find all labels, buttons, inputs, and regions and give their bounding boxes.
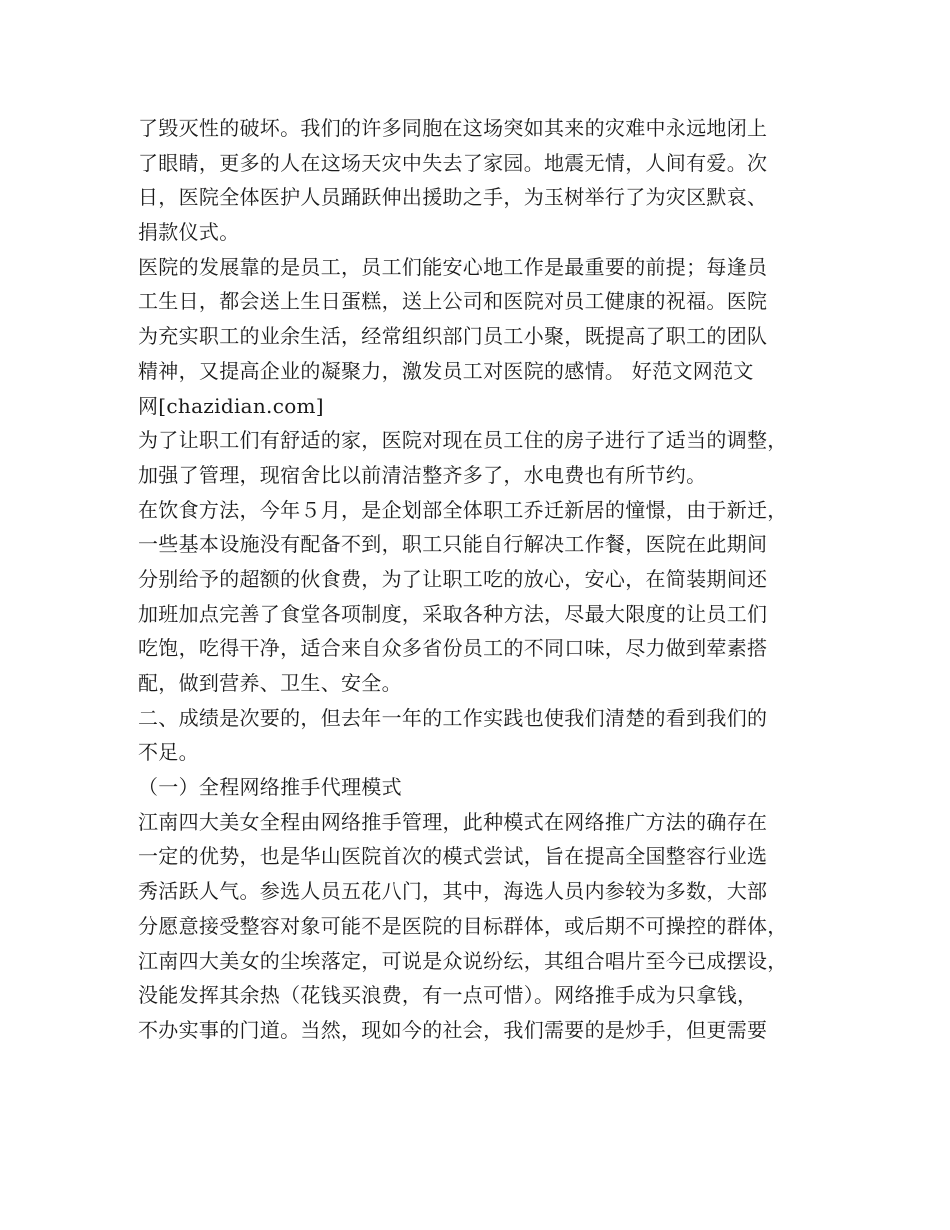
section-heading: （一）全程网络推手代理模式	[138, 775, 402, 800]
text-line: 一定的优势，也是华山医院首次的模式尝试，旨在提高全国整容行业选	[138, 844, 768, 869]
text-line: 分别给予的超额的伙食费，为了让职工吃的放心，安心，在简装期间还	[138, 566, 768, 591]
text-line: 日，医院全体医护人员踊跃伸出援助之手，为玉树举行了为灾区默哀、	[138, 185, 768, 210]
text-line: 一些基本设施没有配备不到，职工只能自行解决工作餐，医院在此期间	[138, 532, 768, 557]
text-line: 为了让职工们有舒适的家，医院对现在员工住的房子进行了适当的调整，	[138, 428, 788, 453]
text-line: 二、成绩是次要的，但去年一年的工作实践也使我们清楚的看到我们的	[138, 705, 768, 730]
text-line: 精神，又提高企业的凝聚力，激发员工对医院的感情。 好范文网范文	[138, 358, 754, 383]
text-line: 加强了管理，现宿舍比以前清洁整齐多了，水电费也有所节约。	[138, 462, 707, 487]
document-body	[138, 111, 828, 1048]
text-line: 江南四大美女全程由网络推手管理，此种模式在网络推广方法的确存在	[138, 809, 768, 834]
text-line: 配，做到营养、卫生、安全。	[138, 671, 402, 695]
text-line: 分愿意接受整容对象可能不是医院的目标群体，或后期不可操控的群体，	[138, 913, 788, 938]
text-line: 不足。	[138, 740, 199, 765]
text-line: 为充实职工的业余生活，经常组织部门员工小聚，既提高了职工的团队	[138, 324, 768, 349]
text-line: 捐款仪式。	[138, 220, 240, 245]
text-line: 吃饱，吃得干净，适合来自众多省份员工的不同口味，尽力做到荤素搭	[138, 636, 768, 661]
text-line: 了眼睛，更多的人在这场天灾中失去了家园。地震无情，人间有爱。次	[138, 150, 768, 175]
text-line: 秀活跃人气。参选人员五花八门，其中，海选人员内参较为多数，大部	[138, 879, 768, 904]
text-line: 在饮食方法，今年５月，是企划部全体职工乔迁新居的憧憬，由于新迁，	[138, 497, 788, 522]
text-line: 江南四大美女的尘埃落定，可说是众说纷纭，其组合唱片至今已成摆设，	[138, 948, 788, 973]
text-line: 不办实事的门道。当然，现如今的社会，我们需要的是炒手，但更需要	[138, 1017, 768, 1042]
text-line: 医院的发展靠的是员工，员工们能安心地工作是最重要的前提；每逢员	[138, 254, 768, 279]
text-line: 加班加点完善了食堂各项制度，采取各种方法，尽最大限度的让员工们	[138, 601, 768, 626]
text-line: 工生日，都会送上生日蛋糕，送上公司和医院对员工健康的祝福。医院	[138, 289, 768, 314]
text-line: 网[chazidian.com]	[138, 393, 324, 418]
text-line: 了毁灭性的破坏。我们的许多同胞在这场突如其来的灾难中永远地闭上	[138, 116, 768, 140]
text-line: 没能发挥其余热（花钱买浪费，有一点可惜）。网络推手成为只拿钱，	[138, 983, 758, 1008]
